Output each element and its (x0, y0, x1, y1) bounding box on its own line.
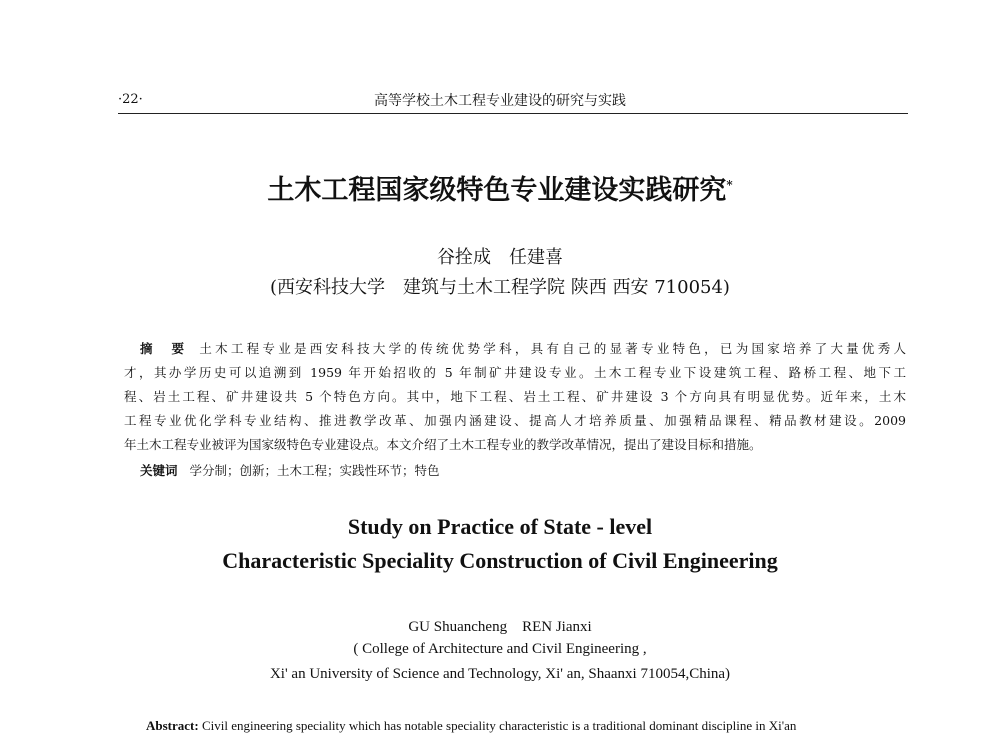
title-text: 土木工程国家级特色专业建设实践研究 (267, 175, 727, 206)
english-title-line2: Characteristic Speciality Construction of Civil Engineering (222, 548, 778, 573)
english-affiliation-line2: Xi' an University of Science and Technology, Xi' an, Shaanxi 710054,China) (269, 666, 731, 682)
authors: 谷拴成 任建喜 (437, 247, 563, 268)
keywords-label: 关键词 (140, 463, 178, 478)
english-abstract (146, 718, 906, 734)
english-abstract-text: Civil engineering speciality which has notable speciality characteristic is a traditional dominant discipline in Xi'an (201, 718, 797, 733)
keywords-text: 学分制；创新；土木工程；实践性环节；特色 (189, 463, 440, 478)
keywords (140, 461, 440, 479)
abstract-line: 才，其办学历史可以追溯到 1959 年开始招收的 5 年制矿井建设专业。土木工程专业下设建筑工程、路桥工程、地下工 (124, 365, 906, 380)
affiliation: (西安科技大学 建筑与土木工程学院 陕西 西安 710054) (270, 277, 730, 298)
english-authors: GU Shuancheng REN Jianxi (408, 619, 592, 635)
abstract-label: 摘 要 (140, 341, 188, 356)
abstract-line: 程、岩土工程、矿井建设共 5 个特色方向。其中，地下工程、岩土工程、矿井建设 3 个方向具有明显优势。近年来，土木 (124, 389, 906, 404)
header-rule (118, 113, 908, 114)
paper-title (0, 168, 1000, 207)
page-number: ·22· (118, 92, 143, 107)
abstract-text: 土木工程专业是西安科技大学的传统优势学科，具有自己的显著专业特色，已为国家培养了大量优秀人 (199, 341, 906, 356)
abstract-line: 工程专业优化学科专业结构、推进教学改革、加强内涵建设、提高人才培养质量、加强精品课程、精品教材建设。2009 (124, 413, 906, 428)
english-abstract-label: Abstract: (146, 718, 199, 733)
running-title: 高等学校土木工程专业建设的研究与实践 (374, 93, 626, 109)
abstract-line (140, 339, 906, 357)
abstract-line: 年土木工程专业被评为国家级特色专业建设点。本文介绍了土木工程专业的教学改革情况，提出了建设目标和措施。 (124, 437, 762, 452)
english-title-line1: Study on Practice of State - level (347, 514, 653, 539)
english-affiliation-line1: ( College of Architecture and Civil Engineering , (353, 641, 647, 657)
title-footnote-mark: * (726, 178, 733, 192)
